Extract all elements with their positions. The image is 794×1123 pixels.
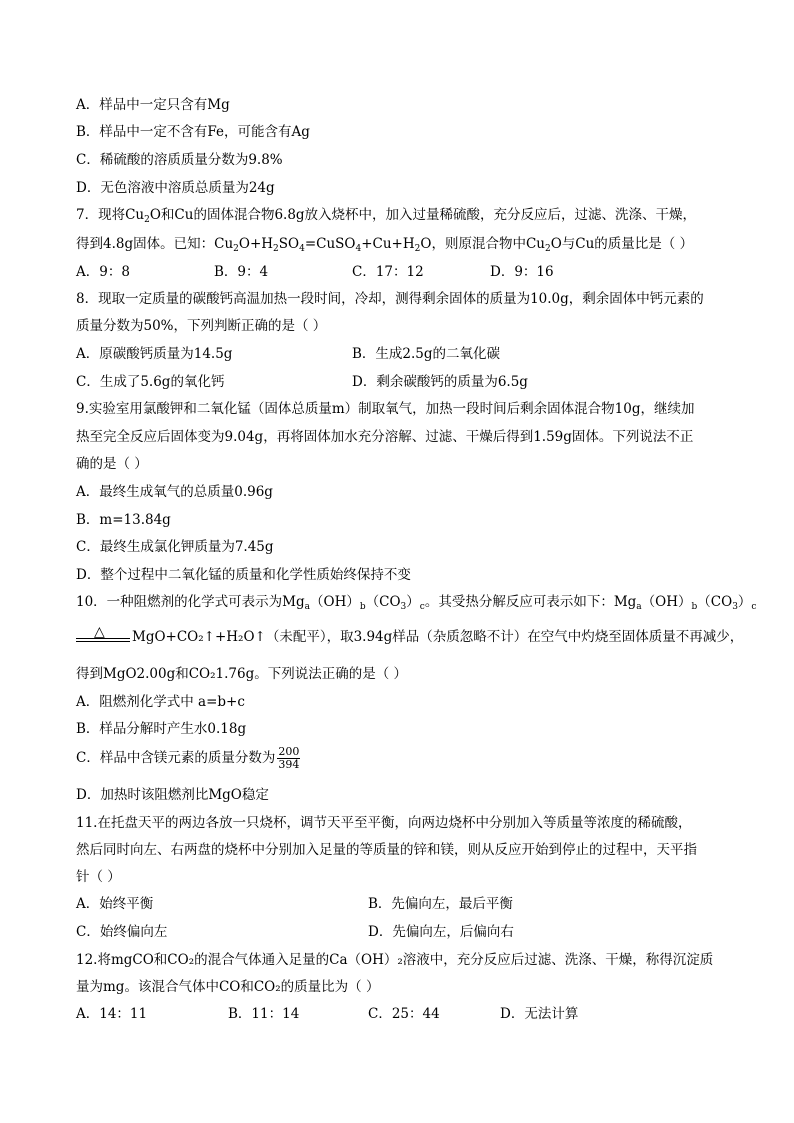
q11-option-d: D．先偏向左，后偏向右 xyxy=(368,924,514,940)
q6-option-c: C．稀硫酸的溶质质量分数为9.8% xyxy=(76,152,283,168)
q12-options xyxy=(76,1005,716,1023)
q11-options-row2 xyxy=(76,923,716,941)
q12-option-c: C．25：44 xyxy=(368,1006,440,1022)
heat-triangle-icon: △ xyxy=(94,623,105,640)
q6-option-a: A．样品中一定只含有Mg xyxy=(76,97,230,113)
q10-option-d: D．加热时该阻燃剂比MgO稳定 xyxy=(76,787,269,803)
q8-options-row2 xyxy=(76,373,716,391)
q12-stem-line2: 量为mg。该混合气体中CO和CO₂的质量比为（ ） xyxy=(76,979,380,995)
q11-stem-line2: 然后同时向左、右两盘的烧杯中分别加入足量的等质量的锌和镁，则从反应开始到停止的过程中，天平指 xyxy=(76,842,697,858)
q12-option-d: D．无法计算 xyxy=(500,1006,579,1022)
q8-option-a: A．原碳酸钙质量为14.5g xyxy=(76,346,233,362)
q9-option-c: C．最终生成氯化钾质量为7.45g xyxy=(76,539,274,555)
q12-stem-line1: 12.将mgCO和CO₂的混合气体通入足量的Ca（OH）₂溶液中，充分反应后过滤、洗涤、干燥，称得沉淀质 xyxy=(76,952,714,968)
q10-option-a: A．阻燃剂化学式中 a=b+c xyxy=(76,694,245,710)
q7-option-c: C．17：12 xyxy=(352,264,424,280)
q10-option-b: B．样品分解时产生水0.18g xyxy=(76,721,247,737)
q6-option-d: D．无色溶液中溶质总质量为24g xyxy=(76,180,275,196)
q9-stem-line1: 9.实验室用氯酸钾和二氧化锰（固体总质量m）制取氧气，加热一段时间后剩余固体混合物10g，继续加 xyxy=(76,401,695,417)
q11-options-row1 xyxy=(76,895,716,913)
q10-stem-line1: 10．一种阻燃剂的化学式可表示为$Mg_a(OH)_b(CO_3)_c$。其受热分解反应可表示如下：$Mg_a(OH)_b(CO_3)_c$ xyxy=(76,594,757,612)
q7-options xyxy=(76,263,716,281)
q11-stem-line3: 针（ ） xyxy=(76,869,121,885)
q10-option-c: C．样品中含镁元素的质量分数为 $\frac{200}{394}$ xyxy=(76,745,300,771)
q7-stem-line1: 7．现将$Cu_2O$和Cu的固体混合物6.8g放入烧杯中，加入过量稀硫酸，充分反应后，过滤、洗涤、干燥， xyxy=(76,207,697,225)
q8-option-b: B．生成2.5g的二氧化碳 xyxy=(352,346,501,362)
q7-option-a: A．9：8 xyxy=(76,264,130,280)
heat-condition-equals-sign xyxy=(76,623,130,647)
q12-option-b: B．11：14 xyxy=(228,1006,300,1022)
q8-option-c: C．生成了5.6g的氧化钙 xyxy=(76,374,225,390)
q9-option-d: D．整个过程中二氧化锰的质量和化学性质始终保持不变 xyxy=(76,567,411,583)
q10-stem-line3: 得到MgO2.00g和CO₂1.76g。下列说法正确的是（ ） xyxy=(76,666,408,682)
q9-option-b: B．m=13.84g xyxy=(76,512,171,528)
fraction: $\frac{200}{394}$ xyxy=(278,745,300,771)
q9-stem-line3: 确的是（ ） xyxy=(76,456,148,472)
q11-option-b: B．先偏向左，最后平衡 xyxy=(368,896,513,912)
q9-option-a: A．最终生成氧气的总质量0.96g xyxy=(76,484,273,500)
q10-stem-line2: △ MgO+CO₂↑+H₂O↑（未配平），取3.94g样品（杂质忽略不计）在空气中灼烧至固体质量不再减少， xyxy=(76,628,743,647)
q9-stem-line2: 热至完全反应后固体变为9.04g，再将固体加水充分溶解、过滤、干燥后得到1.59g固体。下列说法不正 xyxy=(76,429,694,445)
q7-option-b: B．9：4 xyxy=(214,264,269,280)
q11-option-c: C．始终偏向左 xyxy=(76,924,168,940)
q7-stem-line2: 得到4.8g固体。已知：$Cu_2O+H_2SO_4=CuSO_4+Cu+H_2O$，则原混合物中$Cu_2O$与Cu的质量比是（ ） xyxy=(76,236,694,254)
q8-options-row1 xyxy=(76,345,716,363)
q8-stem-line1: 8．现取一定质量的碳酸钙高温加热一段时间，冷却，测得剩余固体的质量为10.0g，剩余固体中钙元素的 xyxy=(76,291,704,307)
q11-stem-line1: 11.在托盘天平的两边各放一只烧杯，调节天平至平衡，向两边烧杯中分别加入等质量等浓度的稀硫酸， xyxy=(76,815,692,831)
q12-option-a: A．14：11 xyxy=(76,1006,148,1022)
q6-option-b: B．样品中一定不含有Fe，可能含有Ag xyxy=(76,124,310,140)
q8-stem-line2: 质量分数为50%，下列判断正确的是（ ） xyxy=(76,318,327,334)
q7-option-d: D．9：16 xyxy=(490,264,554,280)
q11-option-a: A．始终平衡 xyxy=(76,896,154,912)
q8-option-d: D．剩余碳酸钙的质量为6.5g xyxy=(352,374,528,390)
